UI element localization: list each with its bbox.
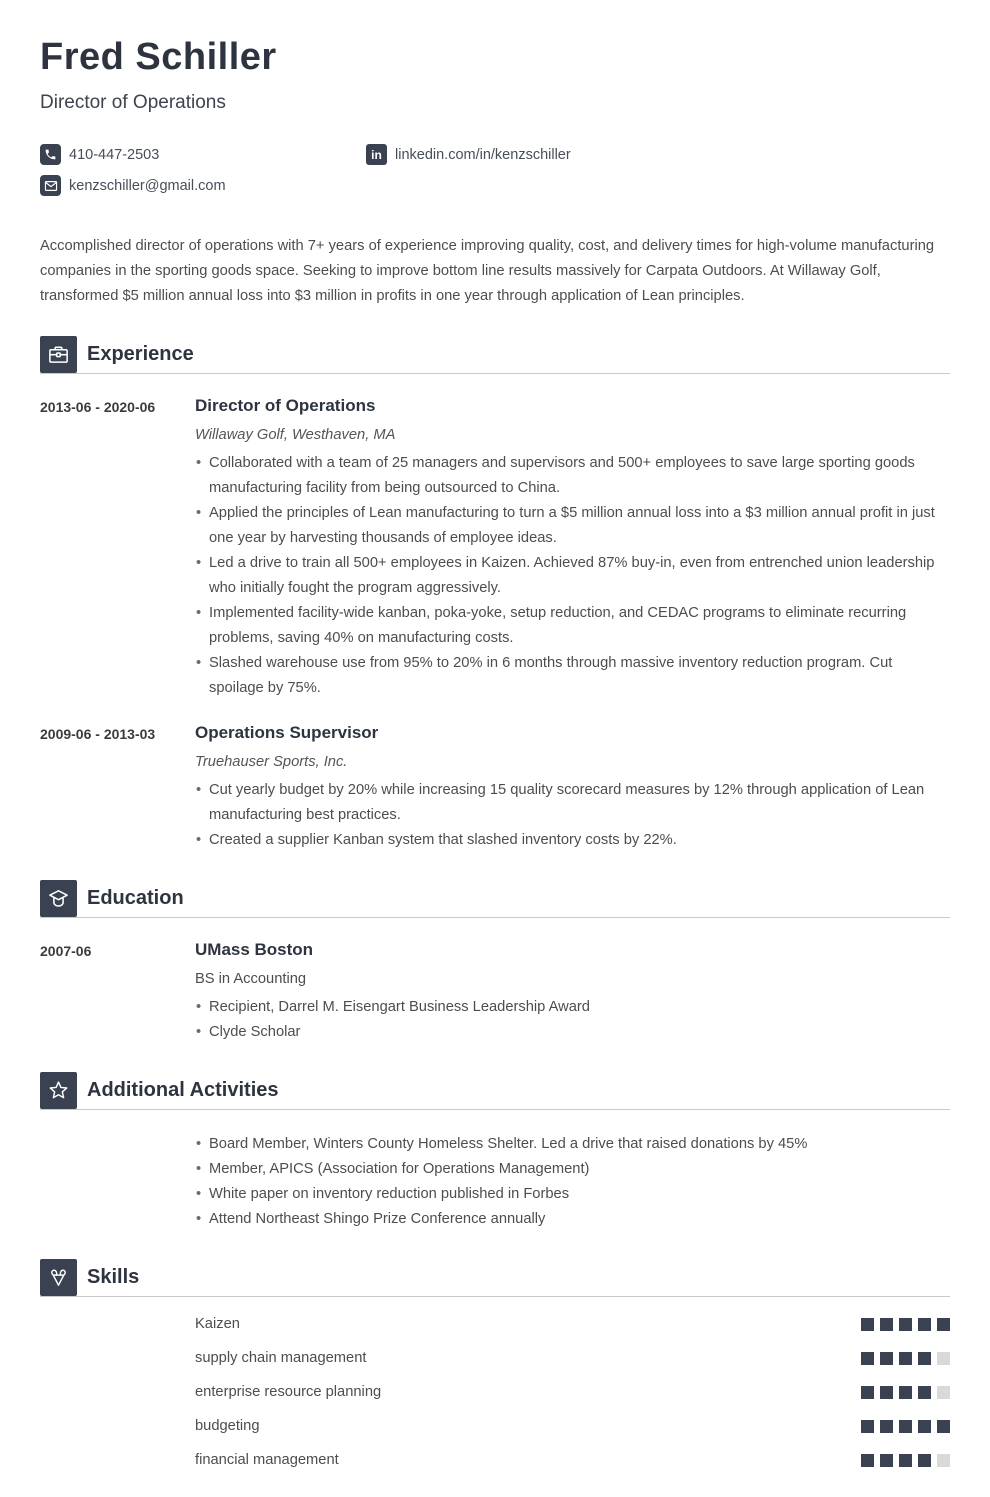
contact-email [40, 175, 366, 196]
job-dates: 2013-06 - 2020-06 [40, 399, 156, 415]
contact-linkedin [366, 144, 950, 165]
skill-row [40, 1375, 950, 1409]
graduation-cap-icon [40, 880, 77, 917]
skill-label: budgeting [195, 1418, 260, 1434]
skill-row [40, 1409, 950, 1443]
school-name: UMass Boston [195, 940, 314, 959]
skill-square-filled [937, 1420, 950, 1433]
person-job-title: Director of Operations [40, 92, 226, 113]
job-company: Willaway Golf, Westhaven, MA [195, 427, 396, 443]
activity-bullet: • Board Member, Winters County Homeless Shelter. Led a drive that raised donations by 45% [195, 1132, 950, 1157]
skills-section-header [40, 1259, 950, 1297]
job-title: Director of Operations [195, 396, 376, 415]
skill-square-filled [899, 1454, 912, 1467]
skill-level-indicator [861, 1386, 950, 1399]
person-name: Fred Schiller [40, 36, 277, 78]
job-bullet: • Applied the principles of Lean manufacturing to turn a $5 million annual loss into a $3 million annual profit in just one year by harvesting thousands of employee ideas. [195, 501, 950, 551]
activities-section-title: Additional Activities [87, 1079, 279, 1101]
resume-header [40, 38, 950, 196]
activity-bullet: • White paper on inventory reduction published in Forbes [195, 1182, 950, 1207]
education-bullet: • Recipient, Darrel M. Eisengart Business Leadership Award [195, 995, 950, 1020]
email-address: kenzschiller@gmail.com [69, 177, 226, 194]
education-entry [40, 940, 950, 1045]
contact-phone [40, 144, 366, 165]
skill-level-indicator [861, 1454, 950, 1467]
professional-summary: Accomplished director of operations with 7+ years of experience improving quality, cost, and delivery times for high-volume manufacturing companies in the sporting goods space. Seeking to improve bottom line results massively for Carpata Outdoors. At Willaway Golf, transformed $5 million annual loss into $3 million in profits in one year through application of Lean principles. [40, 238, 935, 304]
star-icon [40, 1072, 77, 1109]
skill-square-filled [861, 1420, 874, 1433]
skill-square-filled [880, 1420, 893, 1433]
experience-entry [40, 723, 950, 853]
skill-square-filled [918, 1318, 931, 1331]
experience-section-title: Experience [87, 343, 194, 365]
activity-bullet: • Member, APICS (Association for Operations Management) [195, 1157, 950, 1182]
briefcase-icon [40, 336, 77, 373]
skills-list [40, 1307, 950, 1477]
skill-square-filled [899, 1318, 912, 1331]
activities-bullet-list [195, 1132, 950, 1232]
skill-square-filled [918, 1420, 931, 1433]
job-bullet: • Created a supplier Kanban system that slashed inventory costs by 22%. [195, 828, 950, 853]
linkedin-url: linkedin.com/in/kenzschiller [395, 146, 571, 163]
skill-square-filled [918, 1454, 931, 1467]
skill-square-filled [880, 1386, 893, 1399]
skill-label: supply chain management [195, 1350, 367, 1366]
skill-square-filled [880, 1454, 893, 1467]
skill-square-filled [899, 1386, 912, 1399]
skill-square-filled [861, 1386, 874, 1399]
degree: BS in Accounting [195, 971, 307, 987]
contact-info [40, 144, 950, 196]
phone-number: 410-447-2503 [69, 146, 160, 163]
skills-section-title: Skills [87, 1266, 140, 1288]
skill-row [40, 1307, 950, 1341]
education-dates: 2007-06 [40, 943, 92, 959]
activities-dates-spacer [40, 1132, 195, 1232]
skill-square-filled [880, 1352, 893, 1365]
skill-square-filled [918, 1352, 931, 1365]
job-bullet-list [195, 778, 950, 853]
skill-square-filled [880, 1318, 893, 1331]
skill-square-filled [861, 1454, 874, 1467]
job-company: Truehauser Sports, Inc. [195, 754, 348, 770]
job-bullet: • Led a drive to train all 500+ employees in Kaizen. Achieved 87% buy-in, even from entrenched union leadership who initially fought the program aggressively. [195, 551, 950, 601]
skill-label: enterprise resource planning [195, 1384, 382, 1400]
skill-square-filled [861, 1352, 874, 1365]
gem-icon [40, 1259, 77, 1296]
skill-level-indicator [861, 1352, 950, 1365]
skill-level-indicator [861, 1318, 950, 1331]
email-icon [40, 175, 61, 196]
education-bullet-list [195, 995, 950, 1045]
job-bullet: • Cut yearly budget by 20% while increasing 15 quality scorecard measures by 12% through application of Lean manufacturing best practices. [195, 778, 950, 828]
job-bullet: • Slashed warehouse use from 95% to 20% in 6 months through massive inventory reduction program. Cut spoilage by 75%. [195, 651, 950, 701]
skill-square-filled [861, 1318, 874, 1331]
education-section-header [40, 880, 950, 918]
skill-level-indicator [861, 1420, 950, 1433]
skill-square-empty [937, 1386, 950, 1399]
education-section-title: Education [87, 887, 184, 909]
job-bullet: • Implemented facility-wide kanban, poka-yoke, setup reduction, and CEDAC programs to eliminate recurring problems, saving 40% on manufacturing costs. [195, 601, 950, 651]
skill-square-filled [918, 1386, 931, 1399]
activities-section-header [40, 1072, 950, 1110]
skill-square-empty [937, 1352, 950, 1365]
job-bullet: • Collaborated with a team of 25 managers and supervisors and 500+ employees to save large sporting goods manufacturing facility from being outsourced to China. [195, 451, 950, 501]
skill-square-filled [899, 1420, 912, 1433]
skill-square-empty [937, 1454, 950, 1467]
job-title: Operations Supervisor [195, 723, 379, 742]
linkedin-icon [366, 144, 387, 165]
job-bullet-list [195, 451, 950, 701]
skill-square-filled [899, 1352, 912, 1365]
skill-row [40, 1443, 950, 1477]
skill-square-filled [937, 1318, 950, 1331]
experience-entry [40, 396, 950, 701]
job-dates: 2009-06 - 2013-03 [40, 726, 156, 742]
education-bullet: • Clyde Scholar [195, 1020, 950, 1045]
activity-bullet: • Attend Northeast Shingo Prize Conference annually [195, 1207, 950, 1232]
svg-text:in: in [371, 148, 382, 162]
skill-label: Kaizen [195, 1316, 240, 1332]
skill-label: financial management [195, 1452, 339, 1468]
phone-icon [40, 144, 61, 165]
skill-row [40, 1341, 950, 1375]
experience-section-header [40, 336, 950, 374]
activities-entry [40, 1132, 950, 1232]
